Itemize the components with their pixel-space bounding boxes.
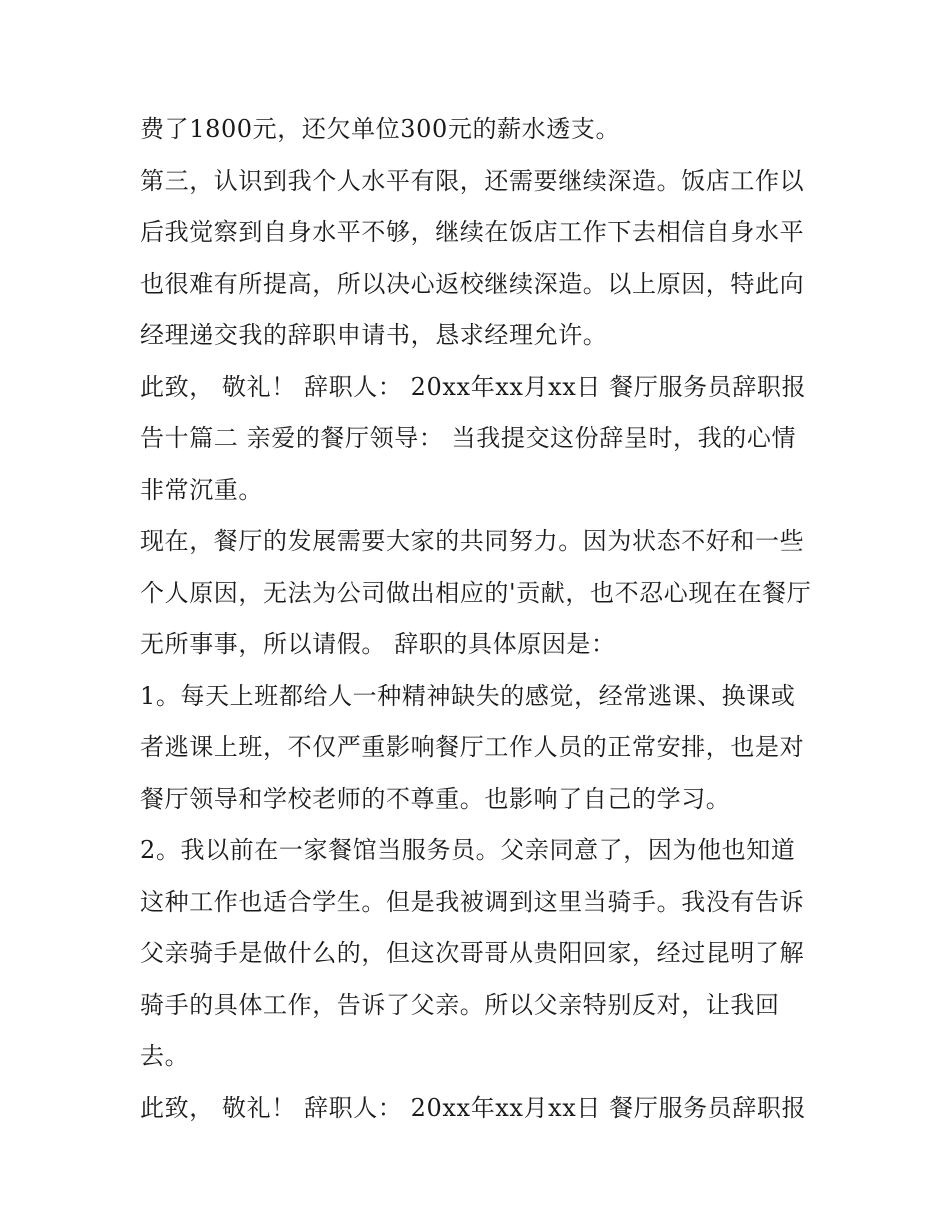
paragraph-reason-two: 2。我以前在一家餐馆当服务员。父亲同意了，因为他也知道这种工作也适合学生。但是我被调到这里当骑手。我没有告诉父亲骑手是做什么的，但这次哥哥从贵阳回家，经过昆明了解骑手的具体工作，告诉了父亲。所以父亲特别反对，让我回去。 [140,836,805,1070]
paragraph-closing-and-second-letter: 此致， 敬礼！ 辞职人： 20xx年xx月xx日 餐厅服务员辞职报告十篇二 亲爱的餐厅领导： 当我提交这份辞呈时，我的心情非常沉重。 [140,372,807,504]
paragraph-salary-overdraft: 费了1800元，还欠单位300元的薪水透支。 [140,115,621,143]
paragraph-closing: 此致， 敬礼！ 辞职人： 20xx年xx月xx日 餐厅服务员辞职报 [140,1093,807,1122]
document-body [140,104,812,1134]
paragraph-reason-three: 第三，认识到我个人水平有限，还需要继续深造。饭店工作以后我觉察到自身水平不够，继续在饭店工作下去相信自身水平也很难有所提高，所以决心返校继续深造。以上原因，特此向经理递交我的辞职申请书，恳求经理允许。 [140,166,805,349]
paragraph-situation: 现在，餐厅的发展需要大家的共同努力。因为状态不好和一些个人原因，无法为公司做出相应的'贡献，也不忍心现在在餐厅无所事事，所以请假。 辞职的具体原因是： [140,527,812,658]
paragraph-reason-one: 1。每天上班都给人一种精神缺失的感觉，经常逃课、换课或者逃课上班，不仅严重影响餐厅工作人员的正常安排，也是对餐厅领导和学校老师的不尊重。也影响了自己的学习。 [140,681,805,813]
